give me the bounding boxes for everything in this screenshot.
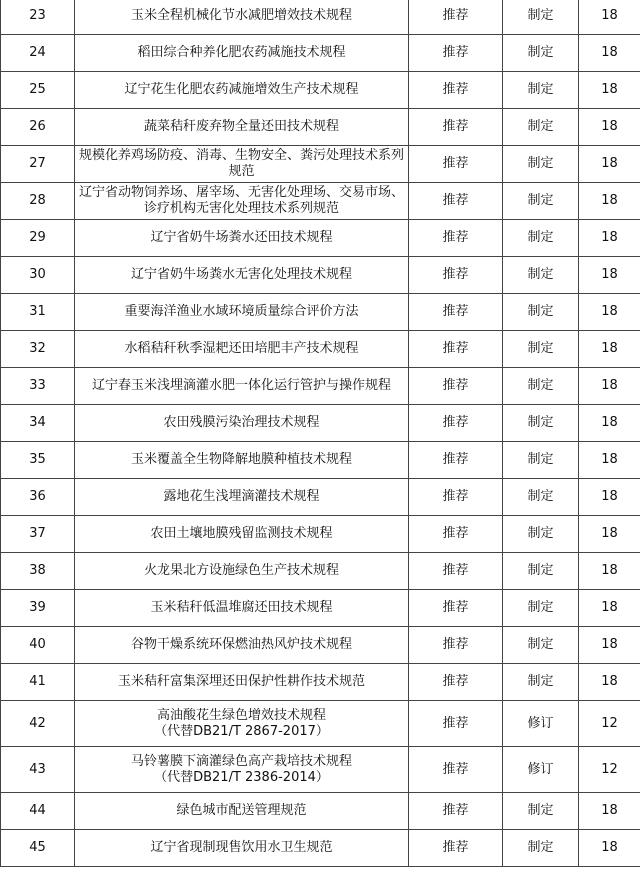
revision-type: 修订 bbox=[503, 747, 579, 793]
standard-name: 玉米秸秆低温堆腐还田技术规程 bbox=[75, 590, 409, 627]
standard-name: 辽宁春玉米浅埋滴灌水肥一体化运行管护与操作规程 bbox=[75, 368, 409, 405]
table-row bbox=[1, 590, 640, 627]
duration-months: 18 bbox=[579, 405, 640, 442]
revision-type: 制定 bbox=[503, 479, 579, 516]
revision-type: 制定 bbox=[503, 793, 579, 830]
standard-title: 马铃薯膜下滴灌绿色高产栽培技术规程 bbox=[130, 753, 352, 769]
standard-name: 重要海洋渔业水域环境质量综合评价方法 bbox=[75, 294, 409, 331]
standard-name: 谷物干燥系统环保燃油热风炉技术规程 bbox=[75, 627, 409, 664]
row-number: 28 bbox=[1, 183, 75, 220]
table-row bbox=[1, 294, 640, 331]
revision-type: 制定 bbox=[503, 220, 579, 257]
duration-months: 18 bbox=[579, 793, 640, 830]
nature-recommended: 推荐 bbox=[409, 627, 503, 664]
nature-recommended: 推荐 bbox=[409, 664, 503, 701]
standard-name: 辽宁花生化肥农药减施增效生产技术规程 bbox=[75, 72, 409, 109]
duration-months: 18 bbox=[579, 72, 640, 109]
duration-months: 18 bbox=[579, 627, 640, 664]
standard-name: 玉米全程机械化节水减肥增效技术规程 bbox=[75, 0, 409, 35]
table-row bbox=[1, 553, 640, 590]
nature-recommended: 推荐 bbox=[409, 0, 503, 35]
table-row bbox=[1, 72, 640, 109]
standard-name: 农田残膜污染治理技术规程 bbox=[75, 405, 409, 442]
table-row bbox=[1, 747, 640, 793]
revision-type: 制定 bbox=[503, 664, 579, 701]
nature-recommended: 推荐 bbox=[409, 183, 503, 220]
row-number: 39 bbox=[1, 590, 75, 627]
standard-name: 水稻秸秆秋季湿耙还田培肥丰产技术规程 bbox=[75, 331, 409, 368]
nature-recommended: 推荐 bbox=[409, 479, 503, 516]
table-row bbox=[1, 479, 640, 516]
standard-name: 辽宁省奶牛场粪水无害化处理技术规程 bbox=[75, 257, 409, 294]
standard-name: 辽宁省动物饲养场、屠宰场、无害化处理场、交易市场、诊疗机构无害化处理技术系列规范 bbox=[75, 183, 409, 220]
table-row bbox=[1, 830, 640, 867]
duration-months: 18 bbox=[579, 146, 640, 183]
duration-months: 18 bbox=[579, 442, 640, 479]
revision-type: 制定 bbox=[503, 331, 579, 368]
revision-type: 制定 bbox=[503, 146, 579, 183]
row-number: 35 bbox=[1, 442, 75, 479]
row-number: 29 bbox=[1, 220, 75, 257]
duration-months: 18 bbox=[579, 830, 640, 867]
table-row bbox=[1, 257, 640, 294]
standard-name: 火龙果北方设施绿色生产技术规程 bbox=[75, 553, 409, 590]
revision-type: 制定 bbox=[503, 109, 579, 146]
revision-type: 制定 bbox=[503, 553, 579, 590]
nature-recommended: 推荐 bbox=[409, 747, 503, 793]
duration-months: 18 bbox=[579, 109, 640, 146]
revision-type: 制定 bbox=[503, 442, 579, 479]
row-number: 36 bbox=[1, 479, 75, 516]
nature-recommended: 推荐 bbox=[409, 146, 503, 183]
standard-name: 稻田综合种养化肥农药减施技术规程 bbox=[75, 35, 409, 72]
standard-title: 高油酸花生绿色增效技术规程 bbox=[156, 707, 326, 723]
row-number: 30 bbox=[1, 257, 75, 294]
revision-type: 制定 bbox=[503, 183, 579, 220]
nature-recommended: 推荐 bbox=[409, 35, 503, 72]
revision-type: 制定 bbox=[503, 35, 579, 72]
nature-recommended: 推荐 bbox=[409, 257, 503, 294]
standard-name bbox=[75, 747, 409, 793]
table-row bbox=[1, 627, 640, 664]
nature-recommended: 推荐 bbox=[409, 830, 503, 867]
nature-recommended: 推荐 bbox=[409, 590, 503, 627]
standard-name: 玉米秸秆富集深埋还田保护性耕作技术规范 bbox=[75, 664, 409, 701]
nature-recommended: 推荐 bbox=[409, 368, 503, 405]
duration-months: 18 bbox=[579, 664, 640, 701]
standard-name: 辽宁省现制现售饮用水卫生规范 bbox=[75, 830, 409, 867]
table-body bbox=[1, 0, 640, 867]
duration-months: 18 bbox=[579, 257, 640, 294]
nature-recommended: 推荐 bbox=[409, 442, 503, 479]
nature-recommended: 推荐 bbox=[409, 793, 503, 830]
nature-recommended: 推荐 bbox=[409, 220, 503, 257]
revision-type: 制定 bbox=[503, 0, 579, 35]
row-number: 40 bbox=[1, 627, 75, 664]
table-row bbox=[1, 793, 640, 830]
table-row bbox=[1, 35, 640, 72]
standard-name: 规模化养鸡场防疫、消毒、生物安全、粪污处理技术系列规范 bbox=[75, 146, 409, 183]
duration-months: 12 bbox=[579, 747, 640, 793]
revision-type: 制定 bbox=[503, 294, 579, 331]
duration-months: 18 bbox=[579, 35, 640, 72]
revision-type: 修订 bbox=[503, 701, 579, 747]
standard-name bbox=[75, 701, 409, 747]
standard-name: 农田土壤地膜残留监测技术规程 bbox=[75, 516, 409, 553]
nature-recommended: 推荐 bbox=[409, 331, 503, 368]
row-number: 37 bbox=[1, 516, 75, 553]
row-number: 34 bbox=[1, 405, 75, 442]
standard-name: 玉米覆盖全生物降解地膜种植技术规程 bbox=[75, 442, 409, 479]
duration-months: 18 bbox=[579, 590, 640, 627]
table-row bbox=[1, 183, 640, 220]
nature-recommended: 推荐 bbox=[409, 109, 503, 146]
table-row bbox=[1, 109, 640, 146]
row-number: 27 bbox=[1, 146, 75, 183]
table-row bbox=[1, 0, 640, 35]
table-row bbox=[1, 442, 640, 479]
row-number: 33 bbox=[1, 368, 75, 405]
revision-type: 制定 bbox=[503, 627, 579, 664]
standard-name: 露地花生浅埋滴灌技术规程 bbox=[75, 479, 409, 516]
duration-months: 18 bbox=[579, 0, 640, 35]
replaces-note: （代替DB21/T 2867-2017） bbox=[154, 723, 329, 739]
revision-type: 制定 bbox=[503, 405, 579, 442]
standard-name: 绿色城市配送管理规范 bbox=[75, 793, 409, 830]
nature-recommended: 推荐 bbox=[409, 405, 503, 442]
table-row bbox=[1, 701, 640, 747]
revision-type: 制定 bbox=[503, 368, 579, 405]
row-number: 25 bbox=[1, 72, 75, 109]
table-row bbox=[1, 516, 640, 553]
duration-months: 18 bbox=[579, 553, 640, 590]
duration-months: 18 bbox=[579, 331, 640, 368]
nature-recommended: 推荐 bbox=[409, 701, 503, 747]
row-number: 43 bbox=[1, 747, 75, 793]
revision-type: 制定 bbox=[503, 72, 579, 109]
revision-type: 制定 bbox=[503, 257, 579, 294]
row-number: 32 bbox=[1, 331, 75, 368]
nature-recommended: 推荐 bbox=[409, 516, 503, 553]
revision-type: 制定 bbox=[503, 516, 579, 553]
duration-months: 12 bbox=[579, 701, 640, 747]
table-row bbox=[1, 146, 640, 183]
revision-type: 制定 bbox=[503, 590, 579, 627]
row-number: 24 bbox=[1, 35, 75, 72]
row-number: 38 bbox=[1, 553, 75, 590]
nature-recommended: 推荐 bbox=[409, 553, 503, 590]
row-number: 41 bbox=[1, 664, 75, 701]
duration-months: 18 bbox=[579, 294, 640, 331]
replaces-note: （代替DB21/T 2386-2014） bbox=[154, 769, 329, 785]
table-row bbox=[1, 405, 640, 442]
nature-recommended: 推荐 bbox=[409, 72, 503, 109]
duration-months: 18 bbox=[579, 368, 640, 405]
table-row bbox=[1, 368, 640, 405]
duration-months: 18 bbox=[579, 183, 640, 220]
standard-name: 蔬菜秸秆废弃物全量还田技术规程 bbox=[75, 109, 409, 146]
row-number: 31 bbox=[1, 294, 75, 331]
table-row bbox=[1, 664, 640, 701]
duration-months: 18 bbox=[579, 479, 640, 516]
duration-months: 18 bbox=[579, 516, 640, 553]
table-row bbox=[1, 220, 640, 257]
row-number: 26 bbox=[1, 109, 75, 146]
row-number: 23 bbox=[1, 0, 75, 35]
row-number: 44 bbox=[1, 793, 75, 830]
row-number: 45 bbox=[1, 830, 75, 867]
standard-name: 辽宁省奶牛场粪水还田技术规程 bbox=[75, 220, 409, 257]
table-row bbox=[1, 331, 640, 368]
duration-months: 18 bbox=[579, 220, 640, 257]
nature-recommended: 推荐 bbox=[409, 294, 503, 331]
revision-type: 制定 bbox=[503, 830, 579, 867]
row-number: 42 bbox=[1, 701, 75, 747]
